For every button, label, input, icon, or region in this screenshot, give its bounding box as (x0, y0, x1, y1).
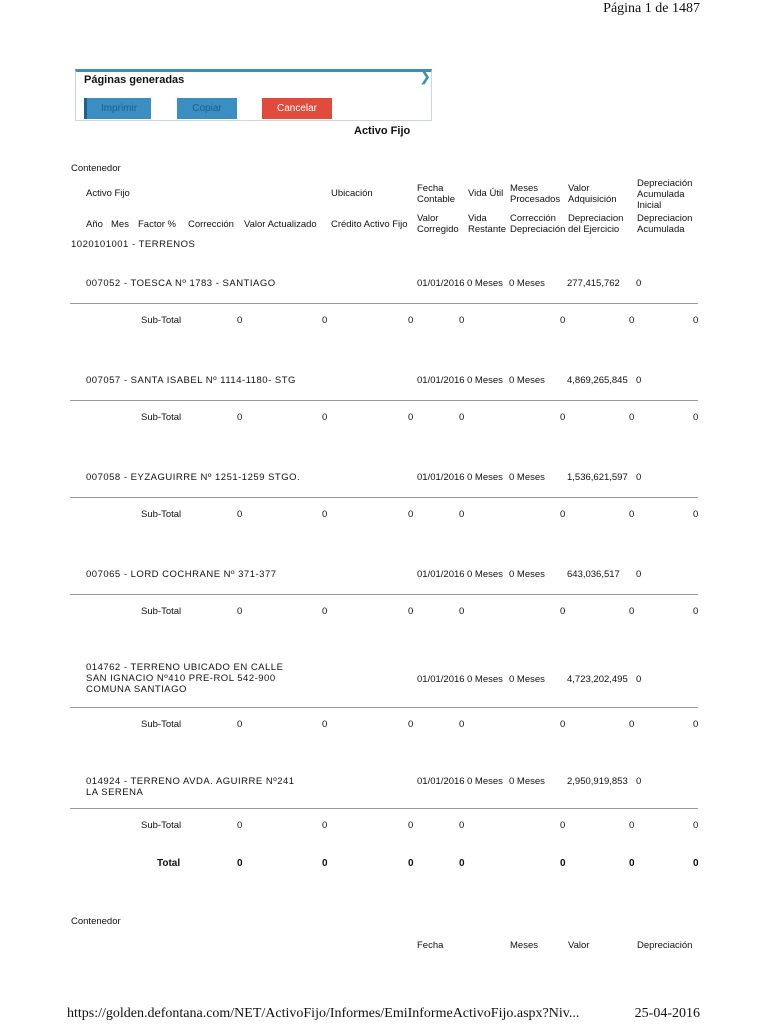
asset-vida-util: 0 Meses (467, 776, 503, 787)
subtotal-value: 0 (237, 820, 243, 831)
subtotal-value: 0 (459, 719, 465, 730)
header-anio: Año (86, 219, 103, 230)
asset-meses-procesados: 0 Meses (509, 674, 545, 685)
header2-fecha: Fecha (417, 940, 444, 951)
header-valor-corregido: Valor Corregido (417, 213, 459, 235)
subtotal-value: 0 (560, 820, 566, 831)
footer-url: https://golden.defontana.com/NET/ActivoFijo/Informes/EmiInformeActivoFijo.aspx?Niv... (67, 1006, 580, 1021)
asset-valor-adquisicion: 643,036,517 (567, 569, 620, 580)
header-corr-depreciacion: Corrección Depreciación (510, 213, 566, 235)
asset-name: 007065 - LORD COCHRANE Nº 371-377 (86, 569, 277, 580)
asset-fecha: 01/01/2016 (417, 472, 465, 483)
subtotal-value: 0 (237, 719, 243, 730)
chevron-down-icon[interactable]: ❯ (419, 68, 431, 84)
subtotal-value: 0 (560, 315, 566, 326)
total-value: 0 (237, 858, 243, 869)
total-value: 0 (408, 858, 414, 869)
subtotal-value: 0 (693, 315, 699, 326)
subtotal-value: 0 (459, 820, 465, 831)
asset-name: 014762 - TERRENO UBICADO EN CALLE SAN IGNACIO Nº410 PRE-ROL 542-900 COMUNA SANTIAGO (86, 662, 284, 695)
subtotal-label: Sub-Total (141, 412, 182, 423)
header-credito: Crédito Activo Fijo (331, 219, 408, 230)
asset-meses-procesados: 0 Meses (509, 776, 545, 787)
total-label: Total (157, 858, 181, 869)
subtotal-value: 0 (560, 606, 566, 617)
header-ubicacion: Ubicación (331, 188, 373, 199)
header2-meses: Meses (510, 940, 538, 951)
asset-name: 014924 - TERRENO AVDA. AGUIRRE Nº241 LA SERENA (86, 776, 295, 798)
total-value: 0 (322, 858, 328, 869)
header-fecha-contable: Fecha Contable (417, 183, 456, 205)
asset-dep-acum-inicial: 0 (636, 472, 642, 483)
subtotal-value: 0 (629, 719, 635, 730)
row-divider (70, 594, 698, 595)
subtotal-value: 0 (629, 412, 635, 423)
subtotal-value: 0 (408, 606, 414, 617)
subtotal-value: 0 (408, 412, 414, 423)
subtotal-value: 0 (237, 315, 243, 326)
subtotal-value: 0 (408, 820, 414, 831)
subtotal-value: 0 (629, 606, 635, 617)
subtotal-value: 0 (322, 315, 328, 326)
cancel-button[interactable]: Cancelar (262, 98, 332, 119)
panel-title: Páginas generadas (84, 74, 185, 86)
subtotal-value: 0 (322, 509, 328, 520)
header-mes: Mes (111, 219, 129, 230)
subtotal-value: 0 (693, 820, 699, 831)
row-divider (70, 400, 698, 401)
total-value: 0 (629, 858, 635, 869)
subtotal-value: 0 (459, 606, 465, 617)
subtotal-value: 0 (322, 606, 328, 617)
generated-pages-panel (75, 69, 432, 121)
subtotal-value: 0 (408, 509, 414, 520)
header-dep-acum-inicial: Depreciación Acumulada Inicial (637, 178, 693, 211)
asset-fecha: 01/01/2016 (417, 375, 465, 386)
row-divider (70, 707, 698, 708)
header-dep-acumulada: Depreciacion Acumulada (637, 213, 693, 235)
subtotal-value: 0 (629, 820, 635, 831)
asset-valor-adquisicion: 2,950,919,853 (567, 776, 628, 787)
asset-meses-procesados: 0 Meses (509, 278, 545, 289)
subtotal-value: 0 (237, 412, 243, 423)
asset-vida-util: 0 Meses (467, 472, 503, 483)
asset-dep-acum-inicial: 0 (636, 375, 642, 386)
subtotal-value: 0 (459, 315, 465, 326)
subtotal-value: 0 (693, 412, 699, 423)
page-number: Página 1 de 1487 (603, 1, 700, 16)
subtotal-label: Sub-Total (141, 315, 182, 326)
subtotal-value: 0 (693, 719, 699, 730)
subtotal-label: Sub-Total (141, 509, 182, 520)
subtotal-value: 0 (237, 606, 243, 617)
subtotal-label: Sub-Total (141, 719, 182, 730)
header-valor-adquisicion: Valor Adquisición (568, 183, 617, 205)
asset-dep-acum-inicial: 0 (636, 776, 642, 787)
footer-date: 25-04-2016 (634, 1006, 700, 1021)
asset-dep-acum-inicial: 0 (636, 569, 642, 580)
container2-label: Contenedor (71, 916, 121, 927)
subtotal-value: 0 (322, 719, 328, 730)
asset-vida-util: 0 Meses (467, 375, 503, 386)
row-divider (70, 808, 698, 809)
header-correccion: Corrección (188, 219, 234, 230)
subtotal-value: 0 (629, 509, 635, 520)
subtotal-value: 0 (408, 719, 414, 730)
asset-vida-util: 0 Meses (467, 569, 503, 580)
subtotal-value: 0 (693, 606, 699, 617)
header-vida-restante: Vida Restante (468, 213, 507, 235)
subtotal-label: Sub-Total (141, 606, 182, 617)
asset-valor-adquisicion: 1,536,621,597 (567, 472, 628, 483)
subtotal-label: Sub-Total (141, 820, 182, 831)
row-divider (70, 303, 698, 304)
total-value: 0 (560, 858, 566, 869)
asset-meses-procesados: 0 Meses (509, 375, 545, 386)
subtotal-value: 0 (322, 820, 328, 831)
subtotal-value: 0 (322, 412, 328, 423)
copy-button[interactable]: Copiar (177, 98, 237, 119)
print-button[interactable]: Imprimir (84, 98, 151, 119)
asset-name: 007052 - TOESCA Nº 1783 - SANTIAGO (86, 278, 276, 289)
header-vida-util: Vida Útil (468, 188, 504, 199)
subtotal-value: 0 (237, 509, 243, 520)
row-divider (70, 497, 698, 498)
subtotal-value: 0 (408, 315, 414, 326)
subtotal-value: 0 (629, 315, 635, 326)
container-label: Contenedor (71, 163, 121, 174)
header-meses-procesados: Meses Procesados (510, 183, 561, 205)
header-factor: Factor % (138, 219, 177, 230)
report-title: Activo Fijo (354, 125, 411, 137)
asset-meses-procesados: 0 Meses (509, 472, 545, 483)
asset-fecha: 01/01/2016 (417, 674, 465, 685)
asset-name: 007057 - SANTA ISABEL Nº 1114-1180- STG (86, 375, 296, 386)
subtotal-value: 0 (560, 412, 566, 423)
total-value: 0 (459, 858, 465, 869)
asset-valor-adquisicion: 4,869,265,845 (567, 375, 628, 386)
group-label: 1020101001 - TERRENOS (71, 239, 196, 250)
asset-name: 007058 - EYZAGUIRRE Nº 1251-1259 STGO. (86, 472, 301, 483)
header-activo-fijo: Activo Fijo (86, 188, 130, 199)
subtotal-value: 0 (459, 412, 465, 423)
subtotal-value: 0 (693, 509, 699, 520)
asset-fecha: 01/01/2016 (417, 278, 465, 289)
asset-valor-adquisicion: 4,723,202,495 (567, 674, 628, 685)
asset-fecha: 01/01/2016 (417, 776, 465, 787)
asset-vida-util: 0 Meses (467, 278, 503, 289)
subtotal-value: 0 (459, 509, 465, 520)
subtotal-value: 0 (560, 509, 566, 520)
header-valor-actualizado: Valor Actualizado (244, 219, 317, 230)
subtotal-value: 0 (560, 719, 566, 730)
header-dep-ejercicio: Depreciacion del Ejercicio (568, 213, 624, 235)
asset-meses-procesados: 0 Meses (509, 569, 545, 580)
asset-fecha: 01/01/2016 (417, 569, 465, 580)
asset-valor-adquisicion: 277,415,762 (567, 278, 620, 289)
asset-dep-acum-inicial: 0 (636, 278, 642, 289)
asset-dep-acum-inicial: 0 (636, 674, 642, 685)
header2-valor: Valor (568, 940, 590, 951)
header2-depreciacion: Depreciación (637, 940, 693, 951)
asset-vida-util: 0 Meses (467, 674, 503, 685)
total-value: 0 (693, 858, 699, 869)
